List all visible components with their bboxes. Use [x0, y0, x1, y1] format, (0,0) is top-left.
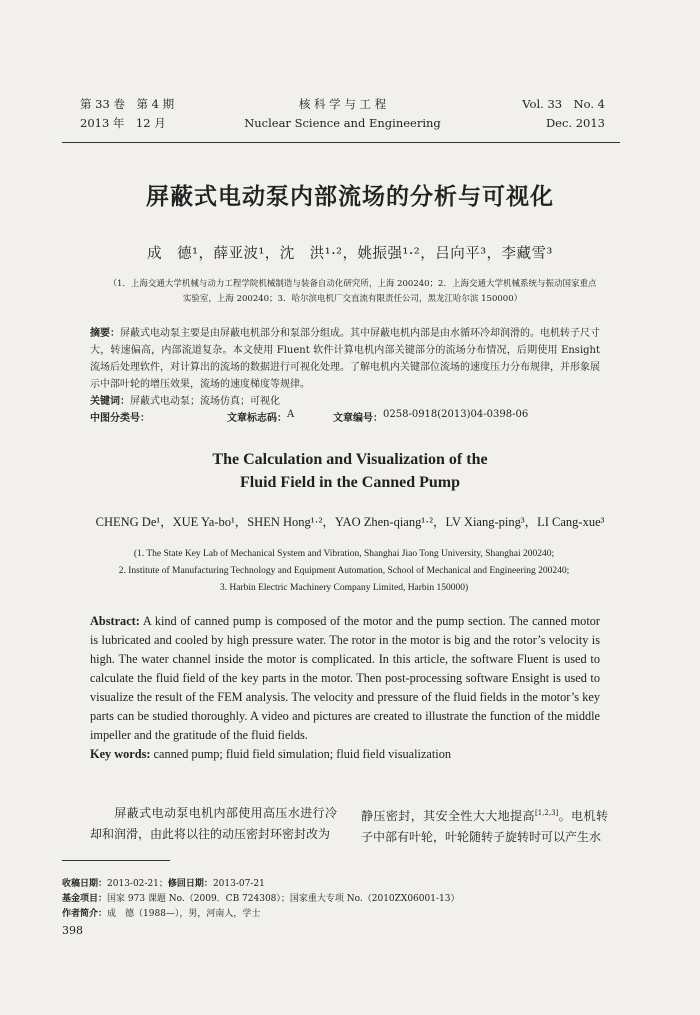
footnote-rule [62, 860, 170, 861]
footnote-dates [62, 877, 605, 892]
affiliations-en [80, 546, 608, 597]
footnote-author [62, 907, 605, 922]
abstract-en-label: Abstract: [90, 614, 140, 628]
abstract-cn-text: 屏蔽式电动泵主要是由屏蔽电机部分和泵部分组成。其中屏蔽电机内部是由水循环冷却润滑的。电机转子尺寸大，转速偏高，内部流道复杂。本文使用 Fluent 软件计算电机内部关键部分的流场分布情况，后期使用 Ensight 流场后处理软件，对计算出的流场的数据进行可视化处理。了解电机内关键部位流场的速度压力分布规律，并形象展示中部叶轮的增压效果，流场的速度梯度等规律。 [90, 328, 600, 390]
title-cn: 屏蔽式电动泵内部流场的分析与可视化 [146, 184, 554, 210]
body-left-text: 屏蔽式电动泵电机内部使用高压水进行冷却和润滑，由此将以往的动压密封环密封改为 [90, 806, 337, 841]
footnote-fund [62, 892, 605, 907]
header-rule [62, 142, 620, 143]
keywords-cn-text: 屏蔽式电动泵；流场仿真；可视化 [130, 396, 280, 407]
date-en: Dec. 2013 [545, 116, 605, 130]
journal-name-cn: 核 科 学 与 工 程 [298, 97, 387, 111]
abstract-en-text: A kind of canned pump is composed of the motor and the pump section. The canned motor is lubricated and cooled by high pressure water. The rotor in the motor is big and the rotor’s velocity is high. The water channel inside the motor is complicated. In this article, the software Fluent is used to calculate the fluid field of the key parts in the motor. Then post-processing software Ensight is used to visualize the result of the FEM analysis. The velocity and pressure of the fluid fields in the motor’s key parts can be studied thoroughly. A video and pictures are created to illustrate the function of the middle impeller and the gratitude of the fluid fields. [90, 614, 600, 742]
clc-number [90, 409, 150, 424]
keywords-cn-label: 关键词： [90, 396, 130, 407]
title-en-line1: The Calculation and Visualization of the [212, 451, 488, 468]
document-code-label: 文章标志码： [227, 413, 287, 424]
volume-en: Vol. 33 No. 4 [522, 97, 605, 111]
running-header [80, 95, 605, 139]
body-right-text-2: 。电机转子中部有叶轮，叶轮随转子旋转时可以产生水 [361, 809, 608, 844]
authors-en: CHENG De¹，XUE Ya-bo¹，SHEN Hong¹·²，YAO Zhen-qiang¹·²，LV Xiang-ping³，LI Cang-xue³ [95, 515, 605, 529]
affiliation-en-1: (1. The State Key Lab of Mechanical System and Vibration, Shanghai Jiao Tong University, Shanghai 200240; [133, 549, 555, 559]
abstract-cn [90, 325, 600, 410]
keywords-en-label: Key words: [90, 747, 151, 761]
fund-text: 国家 973 课题 No.（2009．CB 724308）；国家重大专项 No.（2010ZX06001-13） [107, 894, 460, 904]
footnotes [62, 877, 605, 922]
citation: [1,2,3] [534, 809, 559, 817]
title-en [0, 448, 700, 494]
title-en-line2: Fluid Field in the Canned Pump [239, 474, 461, 491]
document-code-value: A [287, 409, 295, 420]
journal-name-en: Nuclear Science and Engineering [244, 116, 441, 130]
received-date: 2013-02-21； [107, 879, 168, 889]
body-right-text-1: 静压密封，其安全性大大地提高 [361, 809, 535, 823]
revised-label: 修回日期： [167, 879, 213, 889]
article-number-label: 文章编号： [333, 413, 383, 424]
issue-info-en [522, 95, 605, 133]
revised-date: 2013-07-21 [212, 879, 265, 889]
abstract-cn-label: 摘要： [90, 328, 120, 339]
volume-cn: 第 33 卷 第 4 期 [80, 97, 175, 111]
affiliation-en-2: 2. Institute of Manufacturing Technology and Equipment Automation, School of Mechanical and Engineering 200240; [118, 566, 570, 576]
article-number [333, 409, 529, 424]
affiliation-en-3: 3. Harbin Electric Machinery Company Limited, Harbin 150000) [219, 583, 469, 593]
article-number-value: 0258-0918(2013)04-0398-06 [383, 409, 529, 420]
page-number: 398 [62, 924, 83, 937]
affiliations-cn: （1．上海交通大学机械与动力工程学院机械制造与装备自动化研究所，上海 200240；2．上海交通大学机械系统与振动国家重点实验室，上海 200240；3．哈尔滨电机厂交直流有限责任公司，黑龙江哈尔滨 150000） [108, 279, 597, 304]
document-code [227, 409, 295, 424]
body-column-right [361, 803, 608, 848]
keywords-en [90, 745, 600, 764]
fund-label: 基金项目： [62, 894, 108, 904]
keywords-en-text: canned pump; fluid field simulation; fluid field visualization [153, 747, 451, 761]
keywords-cn [90, 393, 600, 410]
author-bio-label: 作者简介： [62, 909, 108, 919]
year-cn: 2013 年 12 月 [80, 116, 166, 130]
author-bio-text: 成 德（1988—），男，河南人，学士 [107, 909, 261, 919]
clc-label: 中图分类号： [90, 413, 150, 424]
authors-cn: 成 德¹，薛亚波¹，沈 洪¹·²，姚振强¹·²，吕向平³，李藏雪³ [147, 246, 553, 262]
abstract-en [90, 612, 600, 764]
received-label: 收稿日期： [62, 879, 108, 889]
body-column-left [90, 803, 337, 845]
